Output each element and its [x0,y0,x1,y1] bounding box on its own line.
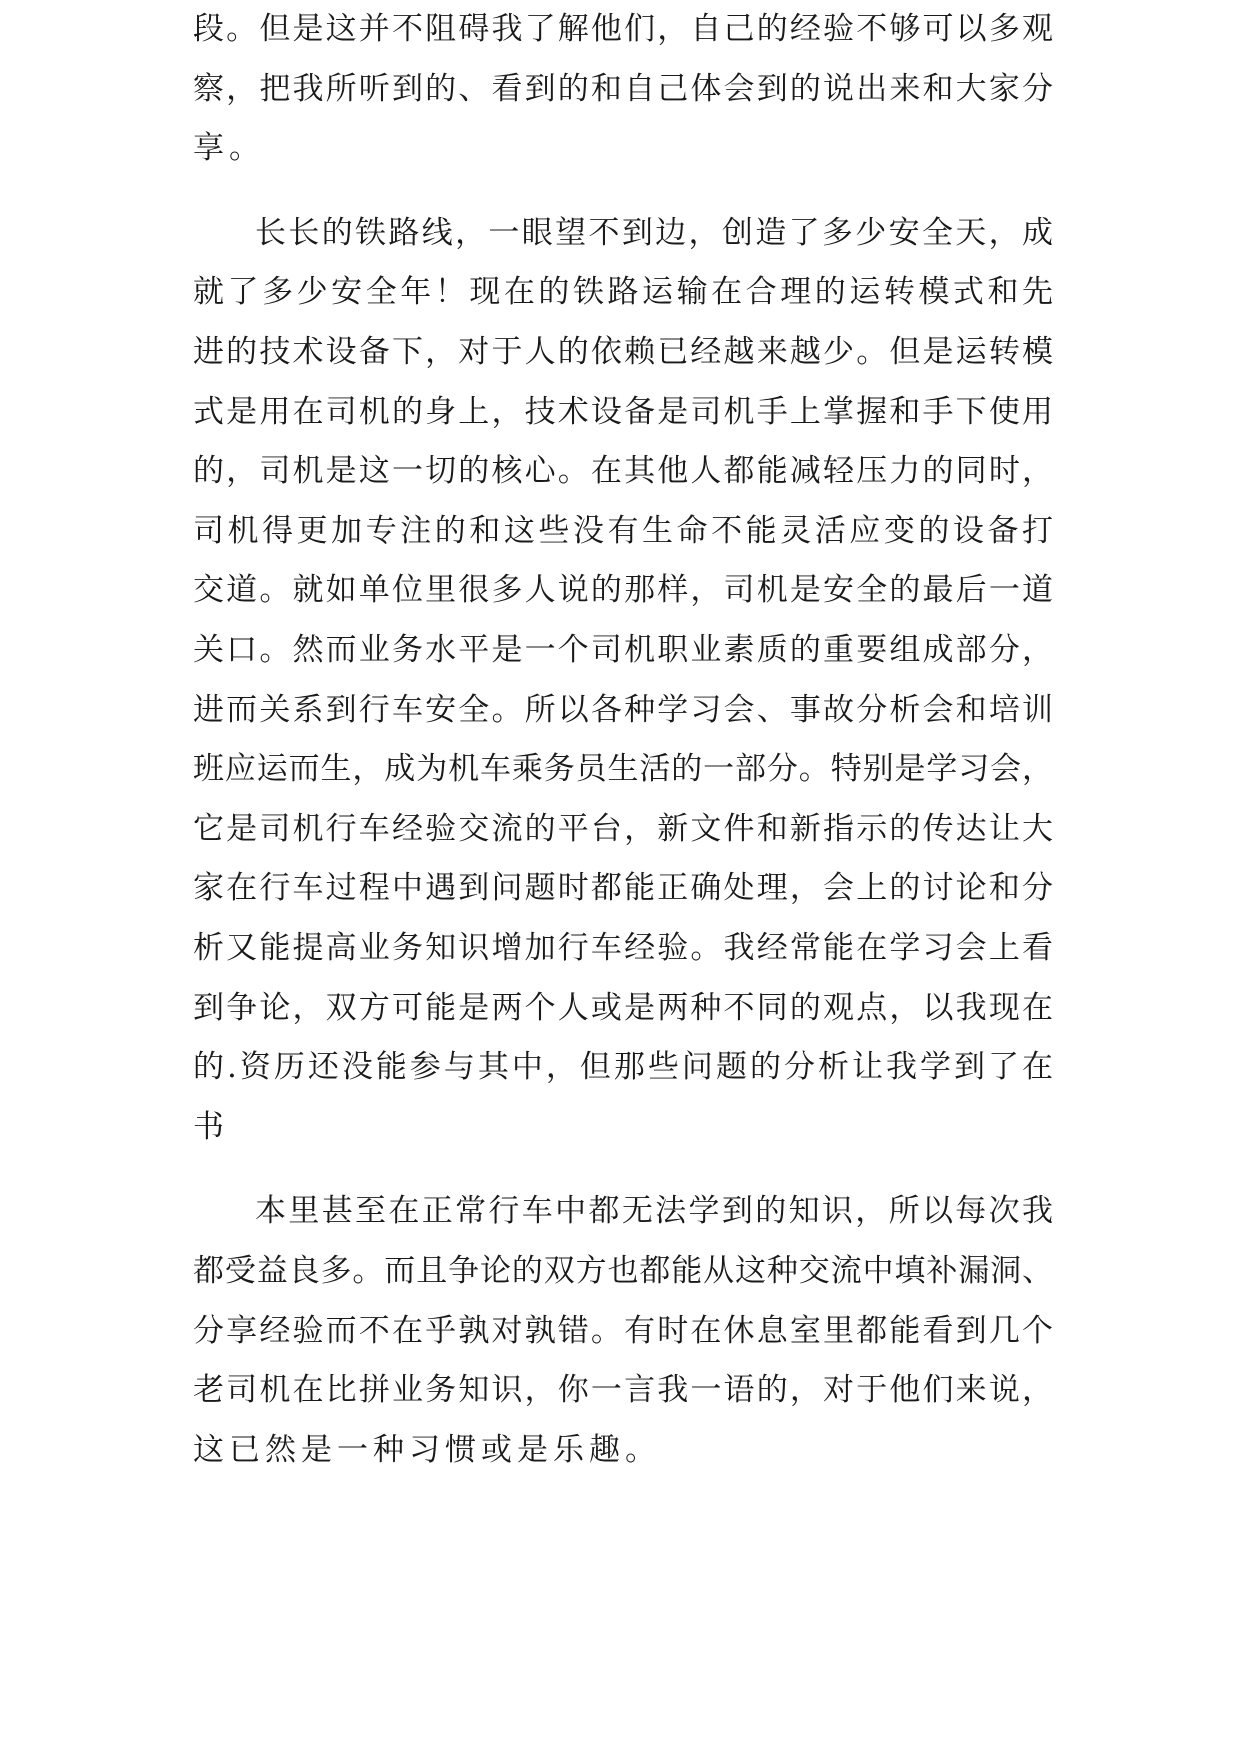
text-line: 的.资历还没能参与其中，但那些问题的分析让我学到了在 [193,1049,1053,1086]
text-line: 段。但是这并不阻碍我了解他们，自己的经验不够可以多观 [193,11,1053,47]
text-line: 都受益良多。而且争论的双方也都能从这种交流中填补漏洞、 [193,1253,1053,1289]
text-line: 家在行车过程中遇到问题时都能正确处理，会上的讨论和分 [193,870,1053,907]
text-line: 它是司机行车经验交流的平台，新文件和新指示的传达让大 [193,810,1053,847]
text-line: 享。 [193,130,265,167]
text-line: 书 [193,1108,229,1145]
text-line: 本里甚至在正常行车中都无法学到的知识，所以每次我 [255,1193,1053,1230]
text-line: 长长的铁路线，一眼望不到边，创造了多少安全天，成 [255,214,1053,251]
text-line: 的，司机是这一切的核心。在其他人都能减轻压力的同时， [193,453,1053,490]
text-line: 老司机在比拼业务知识，你一言我一语的，对于他们来说， [193,1372,1053,1409]
text-line: 察，把我所听到的、看到的和自己体会到的说出来和大家分 [193,70,1053,107]
text-line: 交道。就如单位里很多人说的那样，司机是安全的最后一道 [193,572,1053,609]
text-line: 关口。然而业务水平是一个司机职业素质的重要组成部分， [193,632,1053,668]
text-line: 到争论，双方可能是两个人或是两种不同的观点，以我现在 [193,989,1053,1026]
text-line: 析又能提高业务知识增加行车经验。我经常能在学习会上看 [193,930,1053,966]
text-line: 司机得更加专注的和这些没有生命不能灵活应变的设备打 [193,512,1053,549]
text-line: 进而关系到行车安全。所以各种学习会、事故分析会和培训 [193,691,1053,728]
text-line: 分享经验而不在乎孰对孰错。有时在休息室里都能看到几个 [193,1312,1053,1349]
text-line: 式是用在司机的身上，技术设备是司机手上掌握和手下使用 [193,393,1053,430]
text-line: 就了多少安全年！现在的铁路运输在合理的运转模式和先 [193,274,1053,311]
text-line: 班应运而生，成为机车乘务员生活的一部分。特别是学习会， [193,751,1053,788]
text-line: 这已然是一种习惯或是乐趣。 [193,1431,661,1468]
text-line: 进的技术设备下，对于人的依赖已经越来越少。但是运转模 [193,334,1053,370]
